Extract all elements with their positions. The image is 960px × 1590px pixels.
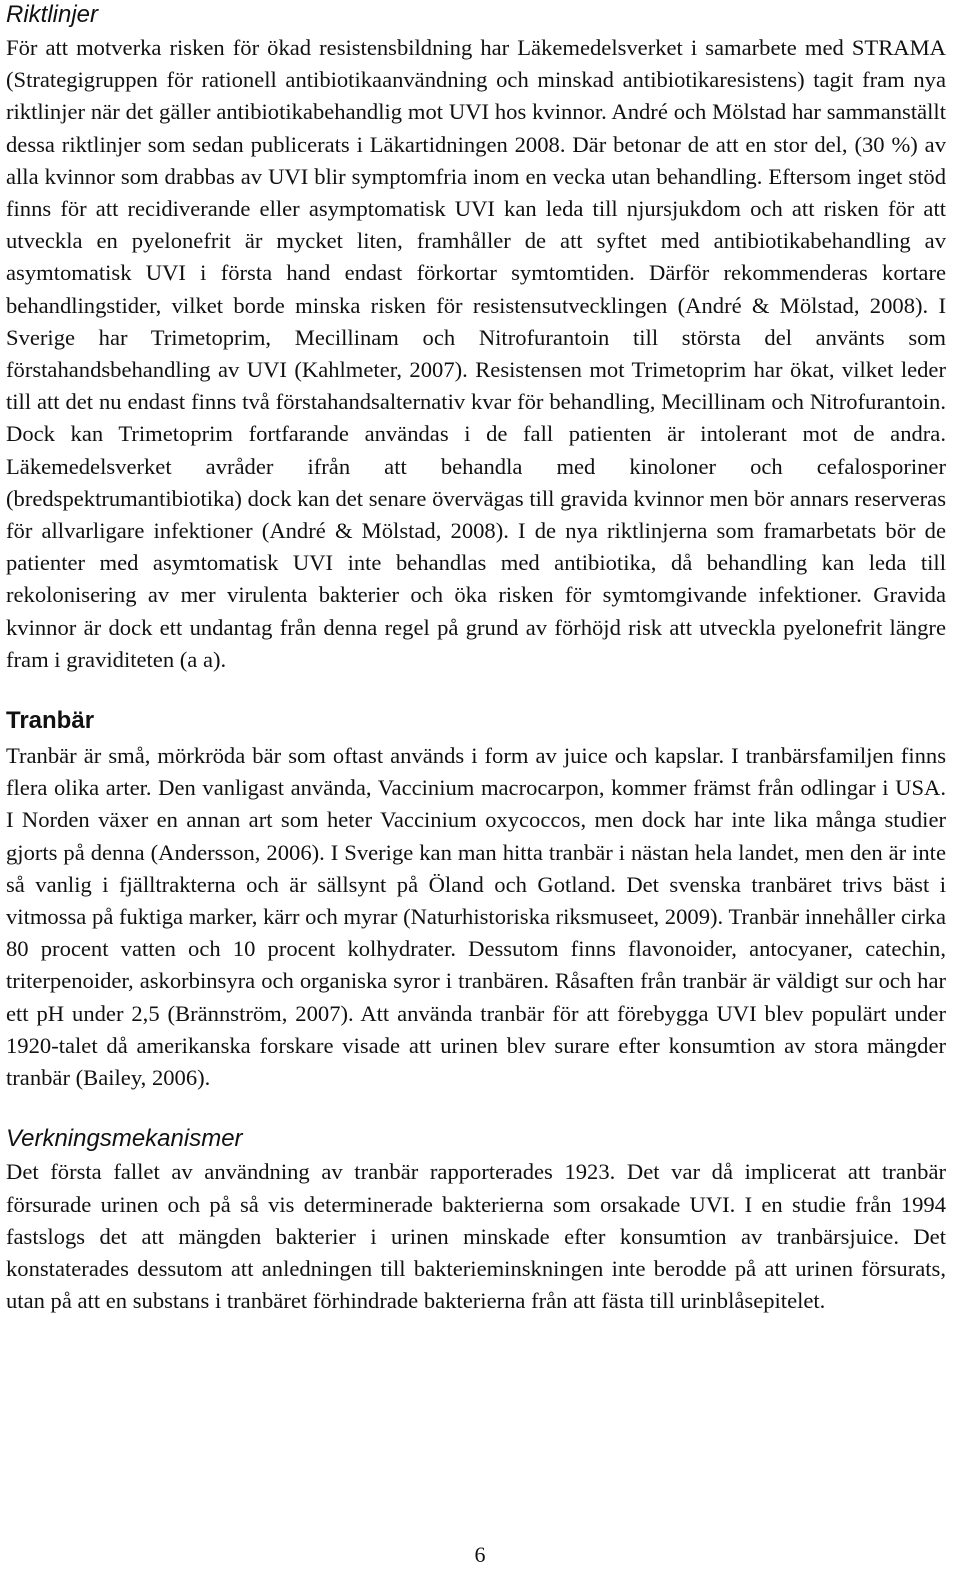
paragraph-verkningsmekanismer: Det första fallet av användning av tranbär rapporterades 1923. Det var då implicerat att tranbär försurade urinen och på så vis determinerade bakterierna som orsakade UVI. I en studie från 1994 fastslogs det att mängden bakterier i urinen minskade efter konsumtion av tranbärsjuice. Det konstaterades dessutom att anledningen till bakterieminskningen inte berodde på att urinen försurats, utan på att en substans i tranbäret förhindrade bakterierna från att fästa till urinblåsepitelet. — [6, 1159, 946, 1314]
section-heading-verkningsmekanismer: Verkningsmekanismer — [6, 1125, 243, 1153]
section-heading-riktlinjer: Riktlinjer — [6, 1, 99, 28]
section-heading-tranbar: Tranbär — [6, 707, 95, 735]
paragraph-riktlinjer: För att motverka risken för ökad resistensbildning har Läkemedelsverket i samarbete med STRAMA (Strategigruppen för rationell antibiotikaanvändning och minskad antibiotikaresistens) tagit fram nya riktlinjer när det gäller antibiotikabehandlig mot UVI hos kvinnor. André och Mölstad har sammanställt dessa riktlinjer som sedan publicerats i Läkartidningen 2008. Där betonar de att en stor del, (30 %) av alla kvinnor som drabbas av UVI blir symptomfria inom en vecka utan behandling. Eftersom inget stöd finns för att recidiverande eller asymptomatisk UVI kan leda till njursjukdom och att risken för att utveckla en pyelonefrit är mycket liten, framhåller de att syftet med antibiotikabehandling av asymtomatisk UVI i första hand endast förkortar symtomtiden. Därför rekommenderas kortare behandlingstider, vilket borde minska risken för resistensutvecklingen (André & Mölstad, 2008). I Sverige har Trimetoprim, Mecillinam och Nitrofurantoin till största del använts som förstahandsbehandling av UVI (Kahlmeter, 2007). Resistensen mot Trimetoprim har ökat, vilket leder till att det nu endast finns två förstahandsalternativ kvar för behandling, Mecillinam och Nitrofurantoin. Dock kan Trimetoprim fortfarande användas i de fall patienten är intolerant mot de andra. Läkemedelsverket avråder ifrån att behandla med kinoloner och cefalosporiner (bredspektrumantibiotika) dock kan det senare övervägas till gravida kvinnor men bör annars reserveras för allvarligare infektioner (André & Mölstad, 2008). I de nya riktlinjerna som framarbetats bör de patienter med asymtomatisk UVI inte behandlas med antibiotika, då behandling kan leda till rekolonisering av mer virulenta bakterier och öka risken för symtomgivande infektioner. Gravida kvinnor är dock ett undantag från denna regel på grund av förhöjd risk att utveckla pyelonefrit längre fram i graviditeten (a a). — [6, 35, 946, 672]
paragraph-tranbar: Tranbär är små, mörkröda bär som oftast används i form av juice och kapslar. I tranbärsfamiljen finns flera olika arter. Den vanligast använda, Vaccinium macrocarpon, kommer främst från odlingar i USA. I Norden växer en annan art som heter Vaccinium oxycoccos, men dock har inte lika många studier gjorts på denna (Andersson, 2006). I Sverige kan man hitta tranbär i nästan hela landet, men den är inte så vanlig i fjälltrakterna och är sällsynt på Öland och Gotland. Det svenska tranbäret trivs bäst i vitmossa på fuktiga marker, kärr och myrar (Naturhistoriska riksmuseet, 2009). Tranbär innehåller cirka 80 procent vatten och 10 procent kolhydrater. Dessutom finns flavonoider, antocyaner, catechin, triterpenoider, askorbinsyra och organiska syror i tranbären. Råsaften från tranbär är väldigt sur och har ett pH under 2,5 (Brännström, 2007). Att använda tranbär för att förebygga UVI blev populärt under 1920-talet då amerikanska forskare visade att urinen blev surare efter konsumtion av stora mängder tranbär (Bailey, 2006). — [6, 743, 946, 1091]
page-number: 6 — [474, 1542, 486, 1567]
document-page — [6, 0, 946, 1317]
